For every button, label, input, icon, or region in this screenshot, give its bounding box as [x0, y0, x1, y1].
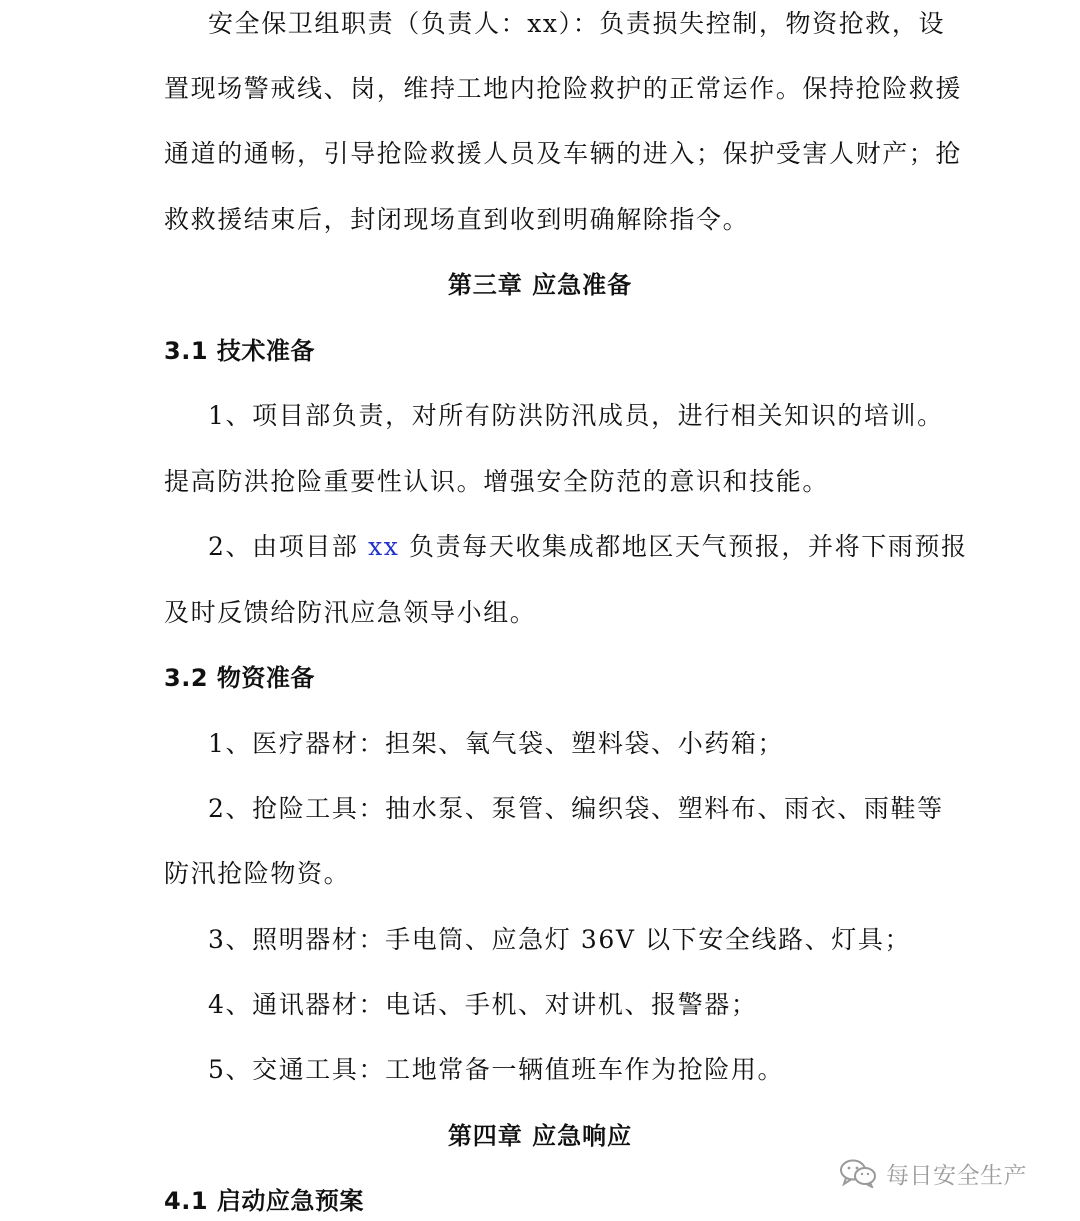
paragraph-line: 通道的通畅，引导抢险救援人员及车辆的进入；保护受害人财产；抢 [164, 139, 963, 168]
text-run: 2、由项目部 [208, 532, 369, 561]
section-heading: 4.1 启动应急预案 [164, 1187, 364, 1215]
list-item: 5、交通工具：工地常备一辆值班车作为抢险用。 [208, 1055, 785, 1084]
text-run: 负责每天收集成都地区天气预报，并将下雨预报 [399, 532, 968, 561]
paragraph-line: 及时反馈给防汛应急领导小组。 [164, 598, 537, 627]
list-item: 2、抢险工具：抽水泵、泵管、编织袋、塑料布、雨衣、雨鞋等 [208, 794, 944, 823]
chapter-title: 第四章 应急响应 [447, 1122, 633, 1150]
watermark-text: 每日安全生产 [886, 1162, 1027, 1189]
paragraph-line: 救救援结束后，封闭现场直到收到明确解除指令。 [164, 205, 750, 234]
chapter-title: 第三章 应急准备 [447, 271, 633, 299]
section-heading: 3.1 技术准备 [164, 337, 315, 365]
paragraph-line: 安全保卫组职责（负责人：xx）：负责损失控制，物资抢救，设 [208, 9, 946, 38]
section-heading: 3.2 物资准备 [164, 664, 315, 692]
wechat-icon [838, 1158, 878, 1188]
list-item: 3、照明器材：手电筒、应急灯 36V 以下安全线路、灯具； [208, 925, 912, 954]
paragraph-line [208, 530, 968, 564]
list-item: 防汛抢险物资。 [164, 859, 351, 888]
paragraph-line: 提高防洪抢险重要性认识。增强安全防范的意识和技能。 [164, 467, 830, 496]
list-item: 4、通讯器材：电话、手机、对讲机、报警器； [208, 990, 758, 1019]
list-item: 1、医疗器材：担架、氧气袋、塑料袋、小药箱； [208, 729, 785, 758]
highlighted-name: xx [368, 532, 400, 561]
paragraph-line: 置现场警戒线、岗，维持工地内抢险救护的正常运作。保持抢险救援 [164, 74, 963, 103]
paragraph-line: 1、项目部负责，对所有防洪防汛成员，进行相关知识的培训。 [208, 401, 944, 430]
watermark [838, 1156, 1027, 1190]
